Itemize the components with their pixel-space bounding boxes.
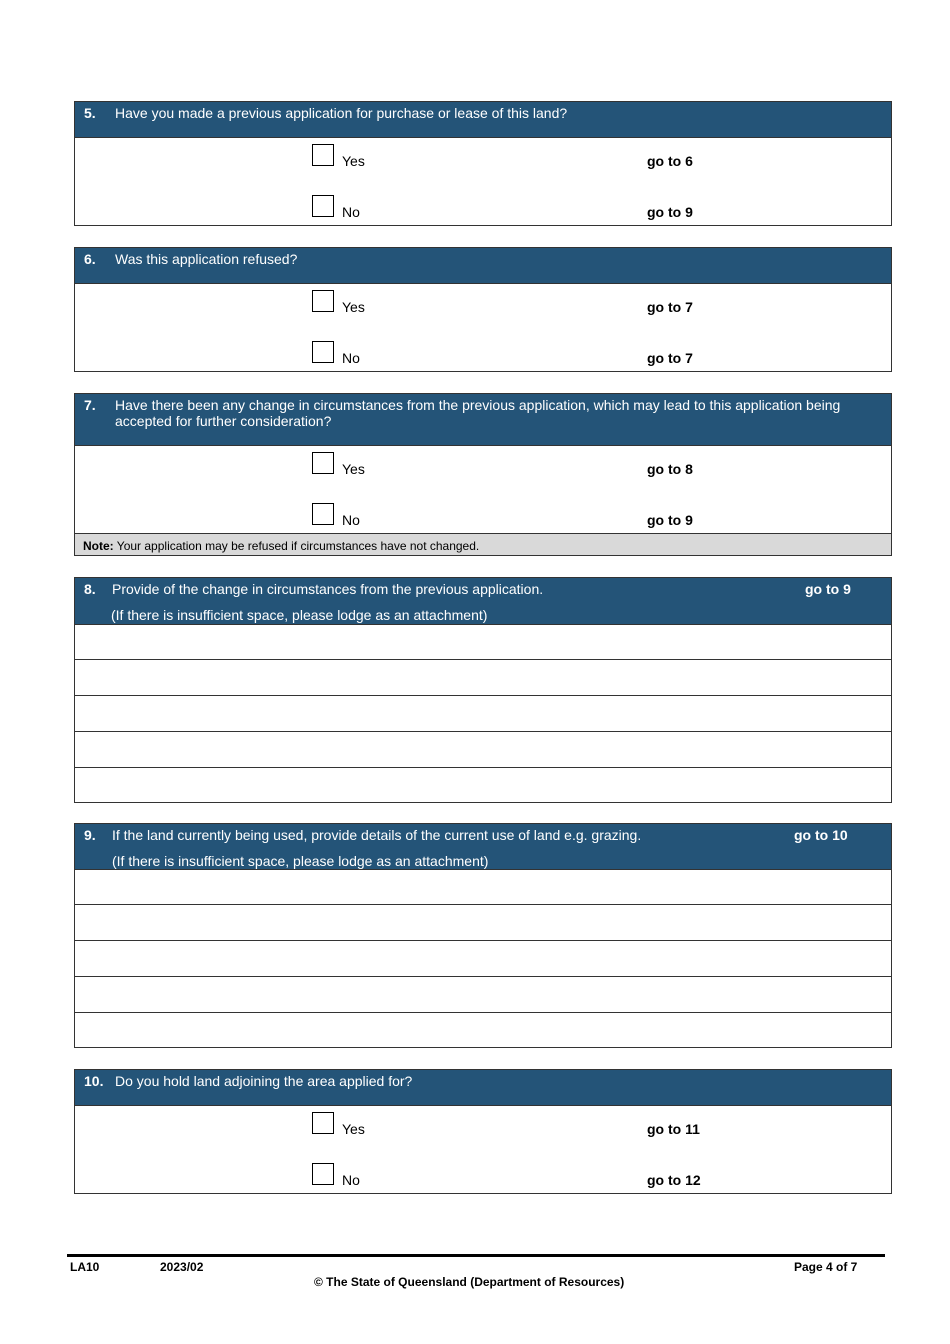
question-6-options — [75, 283, 891, 371]
question-text: If the land currently being used, provide details of the current use of land e.g. grazing. — [112, 827, 642, 843]
question-number: 5. — [84, 105, 96, 121]
answer-line-4[interactable] — [75, 976, 891, 1012]
question-10 — [74, 1069, 892, 1194]
option-label: No — [342, 350, 360, 366]
question-8 — [74, 577, 892, 803]
option-label: No — [342, 512, 360, 528]
footer-copyright: © The State of Queensland (Department of Resources) — [314, 1275, 625, 1289]
question-number: 7. — [84, 397, 96, 413]
answer-line-5[interactable] — [75, 767, 891, 802]
footer-divider — [67, 1254, 885, 1257]
option-no — [75, 341, 891, 371]
question-number: 9. — [84, 827, 96, 843]
yes-checkbox[interactable] — [312, 290, 334, 312]
yes-checkbox[interactable] — [312, 452, 334, 474]
question-10-options — [75, 1105, 891, 1193]
option-yes — [75, 144, 891, 174]
option-yes — [75, 452, 891, 482]
question-subtext: (If there is insufficient space, please lodge as an attachment) — [111, 607, 488, 623]
goto-instruction: go to 7 — [647, 299, 693, 315]
question-5-header — [75, 102, 891, 137]
option-no — [75, 1163, 891, 1193]
answer-line-1[interactable] — [75, 624, 891, 659]
no-checkbox[interactable] — [312, 195, 334, 217]
goto-instruction: go to 7 — [647, 350, 693, 366]
answer-line-2[interactable] — [75, 904, 891, 940]
answer-line-3[interactable] — [75, 695, 891, 731]
question-7-header — [75, 394, 891, 445]
goto-instruction: go to 12 — [647, 1172, 701, 1188]
question-text: Have you made a previous application for purchase or lease of this land? — [115, 105, 568, 121]
no-checkbox[interactable] — [312, 503, 334, 525]
option-label: Yes — [342, 461, 365, 477]
answer-line-3[interactable] — [75, 940, 891, 976]
question-number: 10. — [84, 1073, 104, 1089]
option-label: Yes — [342, 1121, 365, 1137]
yes-checkbox[interactable] — [312, 144, 334, 166]
option-label: Yes — [342, 299, 365, 315]
question-text: Do you hold land adjoining the area applied for? — [115, 1073, 413, 1089]
option-no — [75, 503, 891, 533]
question-9-header — [75, 824, 891, 869]
question-6 — [74, 247, 892, 372]
answer-line-1[interactable] — [75, 869, 891, 904]
question-text: Have there been any change in circumstances from the previous application, which may lead to this application being accepted for further consideration? — [115, 397, 841, 429]
option-yes — [75, 1112, 891, 1142]
question-number: 6. — [84, 251, 96, 267]
yes-checkbox[interactable] — [312, 1112, 334, 1134]
goto-instruction: go to 9 — [647, 204, 693, 220]
answer-line-4[interactable] — [75, 731, 891, 767]
question-10-header — [75, 1070, 891, 1105]
answer-line-2[interactable] — [75, 659, 891, 695]
goto-instruction: go to 9 — [647, 512, 693, 528]
question-number: 8. — [84, 581, 96, 597]
note-label: Note: — [83, 539, 114, 553]
no-checkbox[interactable] — [312, 1163, 334, 1185]
note-text: Your application may be refused if circumstances have not changed. — [116, 539, 480, 553]
question-6-header — [75, 248, 891, 283]
question-9 — [74, 823, 892, 1048]
question-7-options — [75, 445, 891, 533]
question-subtext: (If there is insufficient space, please lodge as an attachment) — [112, 853, 489, 869]
question-5 — [74, 101, 892, 226]
footer-form-code: LA10 — [70, 1260, 100, 1274]
option-label: No — [342, 204, 360, 220]
question-text: Was this application refused? — [115, 251, 298, 267]
option-label: Yes — [342, 153, 365, 169]
goto-instruction: go to 11 — [647, 1121, 700, 1137]
note-bar — [75, 533, 891, 555]
question-8-header — [75, 578, 891, 624]
no-checkbox[interactable] — [312, 341, 334, 363]
question-5-options — [75, 137, 891, 225]
option-no — [75, 195, 891, 225]
goto-instruction: go to 9 — [805, 581, 851, 597]
question-7 — [74, 393, 892, 556]
question-text: Provide of the change in circumstances from the previous application. — [112, 581, 544, 597]
goto-instruction: go to 10 — [794, 827, 848, 843]
goto-instruction: go to 8 — [647, 461, 693, 477]
footer-page-number: Page 4 of 7 — [794, 1260, 858, 1274]
goto-instruction: go to 6 — [647, 153, 693, 169]
answer-line-5[interactable] — [75, 1012, 891, 1047]
option-label: No — [342, 1172, 360, 1188]
option-yes — [75, 290, 891, 320]
footer-version: 2023/02 — [160, 1260, 204, 1274]
